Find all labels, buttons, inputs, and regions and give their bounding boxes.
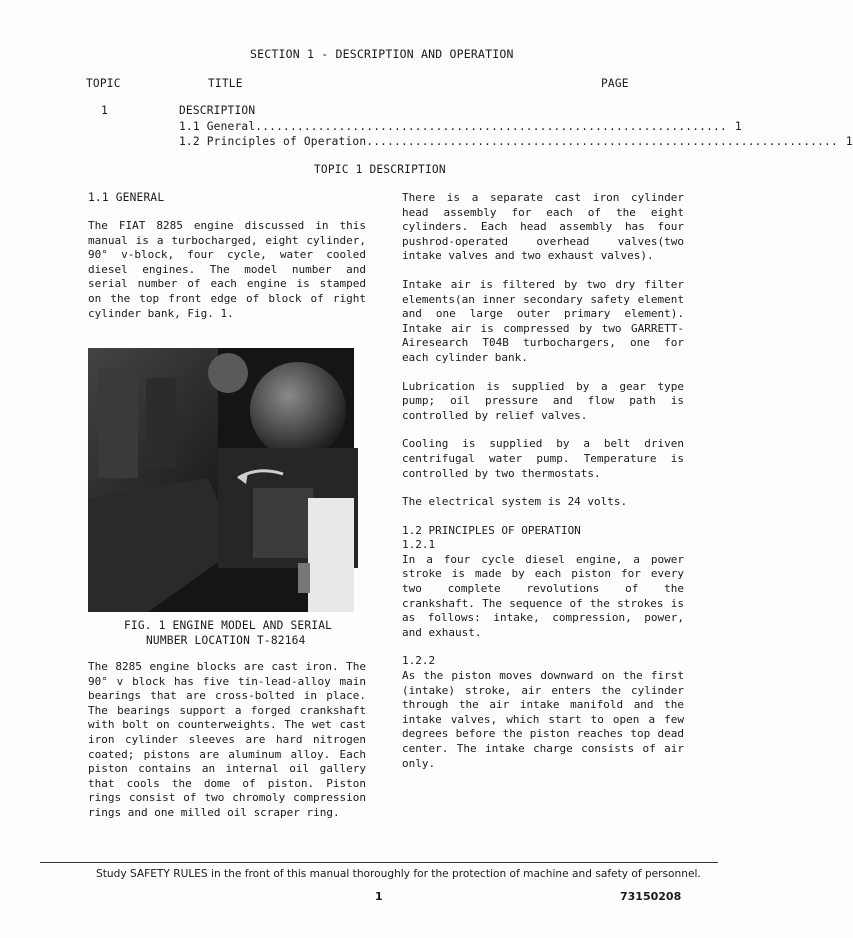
toc-leader-dots: ....................................................................: [255, 120, 727, 133]
toc-entry-principles[interactable]: [179, 135, 853, 148]
page-number: 1: [375, 890, 383, 903]
left-paragraph-1: [88, 219, 366, 321]
engine-photo: [88, 348, 354, 612]
heading-general: 1.1 GENERAL: [88, 191, 165, 204]
block-paragraph: The 8285 engine blocks are cast iron. The 90° v block has five tin-lead-alloy main bearings that are cross-bolted in place. The bearings support a forged crankshaft with bolt on counterweights. The wet cast iron cylinder sleeves are hard nitrogen coated; pistons are aluminum alloy. Each piston contains an internal oil gallery that cools the dome of piston. Piston rings consist of two chromoly compression rings and one milled oil scraper ring.: [88, 660, 366, 819]
right-column: [402, 191, 684, 771]
intake-air-paragraph: Intake air is filtered by two dry filter elements(an inner secondary safety element and one large outer primary element). Intake air is compressed by two GARRETT-Airesearch T04B turbochargers, one for each cylinder bank.: [402, 277, 684, 364]
toc-topic-title: DESCRIPTION: [179, 104, 256, 117]
toc-leader-dots: ....................................................................: [366, 135, 838, 148]
subsection-1-2-2: 1.2.2: [402, 654, 436, 668]
subsection-1-2-1: 1.2.1: [402, 538, 436, 552]
subsection-1-2-2-text: As the piston moves downward on the first (intake) stroke, air enters the cylinder through the air intake manifold and the intake valves, which start to open a few degrees before the piston reaches top dead center. The intake charge consists of air only.: [402, 669, 684, 770]
engine-photo-image: [88, 348, 354, 612]
cooling-paragraph: Cooling is supplied by a belt driven centrifugal water pump. Temperature is controlled by two thermostats.: [402, 437, 684, 480]
safety-note: Study SAFETY RULES in the front of this manual thoroughly for the protection of machine and safety of personnel.: [96, 868, 701, 880]
toc-entry-label: 1.2 Principles of Operation: [179, 135, 367, 148]
cylinder-head-paragraph: There is a separate cast iron cylinder head assembly for each of the eight cylinders. Each head assembly has four pushrod-operated overhead valves(two intake valves and two exhaust valves).: [402, 191, 684, 263]
toc-col-page: PAGE: [601, 77, 629, 90]
electrical-paragraph: The electrical system is 24 volts.: [402, 495, 628, 509]
toc-col-topic: TOPIC: [86, 77, 121, 90]
footer-rule: [40, 862, 718, 863]
document-number: 73150208: [620, 890, 682, 903]
figure-caption-line-2: NUMBER LOCATION T-82164: [146, 634, 306, 647]
toc-entry-page: 1: [845, 135, 853, 148]
toc-entry-label: 1.1 General: [179, 120, 256, 133]
left-paragraph-2: [88, 660, 366, 821]
figure-caption-line-1: FIG. 1 ENGINE MODEL AND SERIAL: [124, 619, 333, 632]
topic-heading: TOPIC 1 DESCRIPTION: [314, 163, 446, 176]
toc-entry-page: 1: [734, 120, 742, 133]
heading-principles: 1.2 PRINCIPLES OF OPERATION: [402, 523, 581, 537]
section-title: SECTION 1 - DESCRIPTION AND OPERATION: [250, 47, 514, 61]
toc-col-title: TITLE: [208, 77, 243, 90]
toc-entry-general[interactable]: [179, 120, 742, 133]
general-paragraph: The FIAT 8285 engine discussed in this manual is a turbocharged, eight cylinder, 90° v-block, four cycle, water cooled diesel engines. The model number and serial number of each engine is stamped on the top front edge of block of right cylinder bank, Fig. 1.: [88, 219, 366, 320]
lubrication-paragraph: Lubrication is supplied by a gear type pump; oil pressure and flow path is controlled by relief valves.: [402, 379, 684, 422]
subsection-1-2-1-text: In a four cycle diesel engine, a power stroke is made by each piston for every two complete revolutions of the crankshaft. The sequence of the strokes is as follows: intake, compression, power, and exhaust.: [402, 552, 684, 639]
toc-topic-number: 1: [101, 104, 108, 117]
